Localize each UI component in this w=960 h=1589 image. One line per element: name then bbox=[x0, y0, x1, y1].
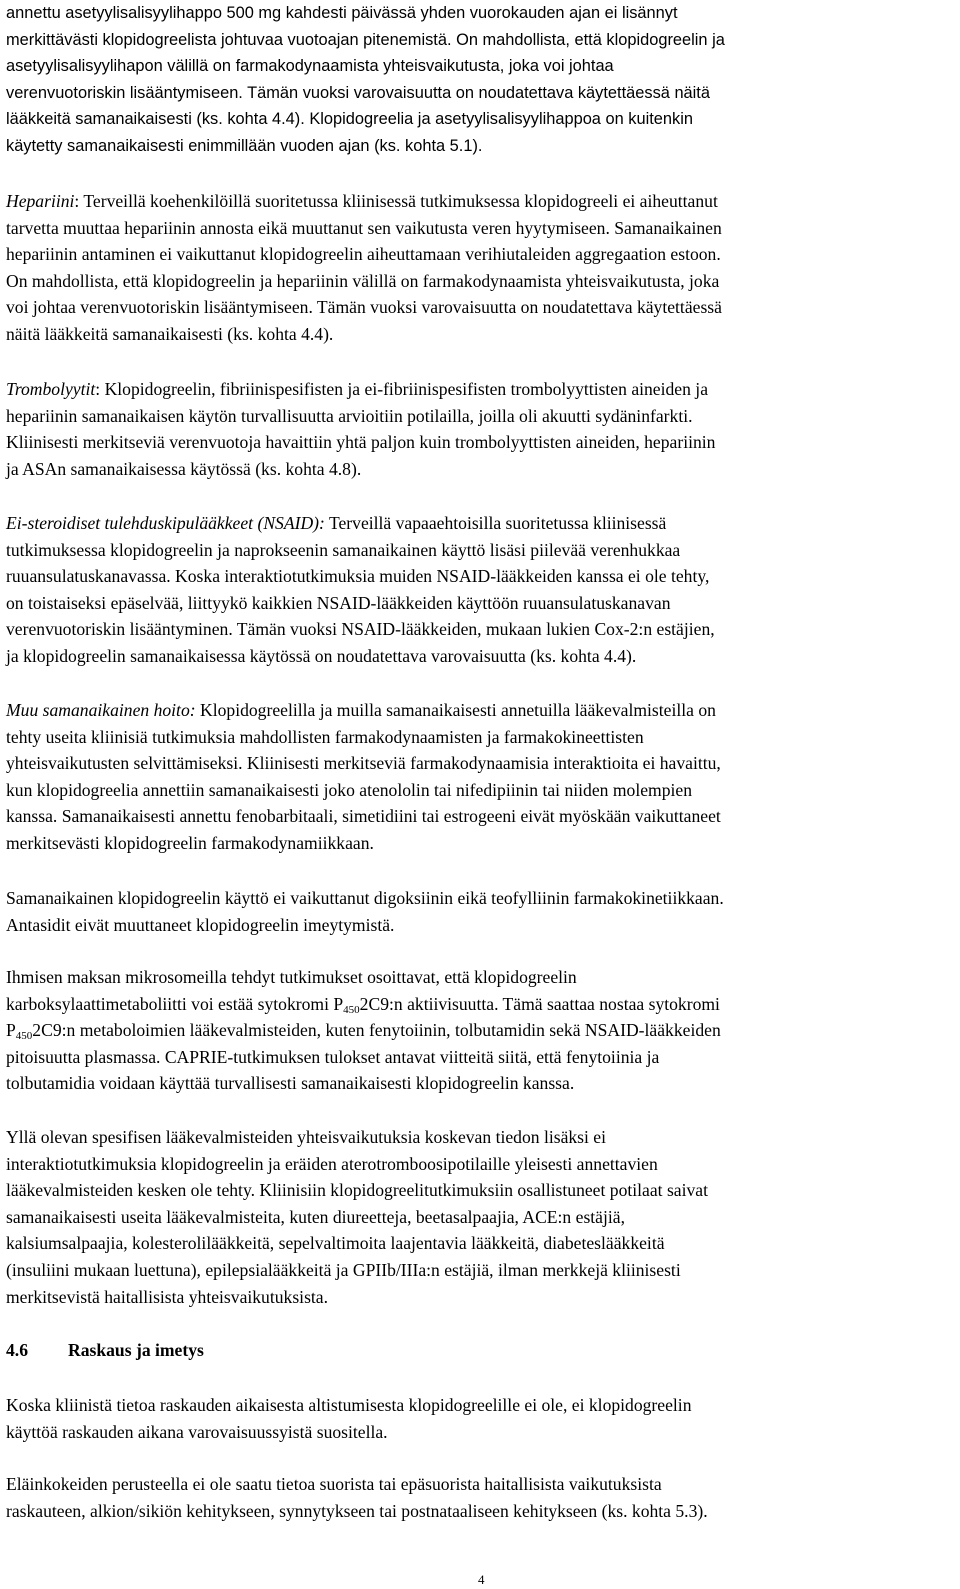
text-line: merkittävästi klopidogreelista johtuvaa vuotoajan pitenemistä. On mahdollista, että klopidogreelin ja bbox=[6, 30, 725, 49]
text-line: tehty useita kliinisiä tutkimuksia mahdollisten farmakodynaamisten ja farmakokineettisten bbox=[6, 726, 644, 747]
heparin-term: Hepariini bbox=[6, 191, 75, 211]
text-line bbox=[6, 697, 954, 724]
text-fragment: karboksylaattimetaboliitti voi estää sytokromi P bbox=[6, 993, 344, 1014]
text-line: ja klopidogreelin samanaikaisessa käytössä on noudatettava varovaisuutta (ks. kohta 4.4). bbox=[6, 645, 637, 666]
text-line: käyttöä raskauden aikana varovaisuussyistä suositella. bbox=[6, 1421, 388, 1442]
section-title: Raskaus ja imetys bbox=[68, 1340, 204, 1360]
text-line: tolbutamidia voidaan käyttää turvallisesti samanaikaisesti klopidogreelin kanssa. bbox=[6, 1073, 575, 1094]
text-line: interaktiotutkimuksia klopidogreelin ja eräiden aterotromboosipotilaille yleisesti annettavien bbox=[6, 1153, 658, 1174]
digoxin-paragraph bbox=[6, 885, 954, 938]
text-fragment: P bbox=[6, 1020, 16, 1041]
text-line bbox=[6, 376, 954, 403]
text-line bbox=[6, 510, 954, 537]
subscript-450: 450 bbox=[343, 1003, 360, 1016]
other-treatment-first-line: Klopidogreelilla ja muilla samanaikaisesti annetuilla lääkevalmisteilla on bbox=[195, 700, 716, 720]
section-number: 4.6 bbox=[6, 1340, 28, 1360]
text-line: tarvetta muuttaa hepariinin annosta eikä muuttanut sen vaikutusta veren hyytymiseen. Samanaikainen bbox=[6, 217, 722, 238]
text-line: lääkkeitä samanaikaisesti (ks. kohta 4.4). Klopidogreelia ja asetyylisalisyylihappoa on kuitenkin bbox=[6, 110, 693, 129]
pregnancy-paragraph bbox=[6, 1392, 954, 1445]
text-line: kun klopidogreelia annettiin samanaikaisesti joko atenololin tai nifedipiinin tai niiden molempien bbox=[6, 779, 693, 800]
text-line: on toistaiseksi epäselvää, liittyykö kaikkien NSAID-lääkkeiden käyttöön ruuansulatuskanavan bbox=[6, 592, 671, 613]
text-line: lääkevalmisteiden kesken ole tehty. Kliinisiin klopidogreelitutkimuksiin osallistuneet potilaat saivat bbox=[6, 1180, 708, 1201]
text-line: verenvuotoriskin lisääntymiseen. Tämän vuoksi varovaisuutta on noudatettava käytettäessä näitä bbox=[6, 83, 710, 102]
text-line: asetyylisalisyylihapon välillä on farmakodynaamista yhteisvaikutusta, joka voi johtaa bbox=[6, 57, 614, 76]
text-line: hepariinin antaminen ei vaikuttanut klopidogreelin aiheuttamaan verihiutaleiden aggregaation estoon. bbox=[6, 244, 721, 265]
thrombolytics-first-line: : Klopidogreelin, fibriinispesifisten ja ei-fibriinispesifisten trombolyyttisten aineiden ja bbox=[95, 379, 709, 399]
page-number: 4 bbox=[478, 1572, 485, 1587]
thrombolytics-paragraph bbox=[6, 376, 954, 482]
section-heading bbox=[6, 1337, 204, 1363]
text-line: näitä lääkkeitä samanaikaisesti (ks. kohta 4.4). bbox=[6, 323, 334, 344]
text-line: merkitsevästi klopidogreelin farmakodynamiikkaan. bbox=[6, 832, 374, 853]
text-line: merkitsevistä haitallisista yhteisvaikutuksista. bbox=[6, 1286, 329, 1307]
text-line: tutkimuksessa klopidogreelin ja naprokseenin samanaikainen käyttö lisäsi piilevää verenhukkaa bbox=[6, 539, 681, 560]
text-line: Antasidit eivät muuttaneet klopidogreelin imeytymistä. bbox=[6, 914, 395, 935]
text-line: samanaikaisesti useita lääkevalmisteita, kuten diureetteja, beetasalpaajia, ACE:n estäjiä, bbox=[6, 1206, 625, 1227]
text-line: Yllä olevan spesifisen lääkevalmisteiden yhteisvaikutuksia koskevan tiedon lisäksi ei bbox=[6, 1127, 607, 1147]
asa-paragraph bbox=[6, 0, 954, 160]
text-line: raskauteen, alkion/sikiön kehitykseen, synnytykseen tai postnataaliseen kehitykseen (ks. kohta 5.3). bbox=[6, 1500, 708, 1521]
heparin-first-line: : Terveillä koehenkilöillä suoritetussa kliinisessä tutkimuksessa klopidogreeli ei aiheuttanut bbox=[74, 191, 718, 211]
text-line: Kliinisesti merkitseviä verenvuotoja havaittiin yhtä paljon kuin trombolyyttisten aineiden, hepariinin bbox=[6, 432, 716, 453]
text-line: On mahdollista, että klopidogreelin ja hepariinin välillä on farmakodynaamista yhteisvaikutusta, joka bbox=[6, 270, 720, 291]
text-line: ruuansulatuskanavassa. Koska interaktiotutkimuksia muiden NSAID-lääkkeiden kanssa ei ole tehty, bbox=[6, 566, 710, 587]
text-line: käytetty samanaikaisesti enimmillään vuoden ajan (ks. kohta 5.1). bbox=[6, 136, 483, 155]
nsaid-first-line: Terveillä vapaaehtoisilla suoritetussa kliinisessä bbox=[324, 513, 667, 533]
text-line: verenvuotoriskin lisääntyminen. Tämän vuoksi NSAID-lääkkeiden, mukaan lukien Cox-2:n estäjien, bbox=[6, 619, 715, 640]
text-fragment: 2C9:n aktiivisuutta. Tämä saattaa nostaa sytokromi bbox=[359, 993, 720, 1014]
text-line: annettu asetyylisalisyylihappo 500 mg kahdesti päivässä yhden vuorokauden ajan ei lisännyt bbox=[6, 4, 678, 22]
text-line: ja ASAn samanaikaisessa käytössä (ks. kohta 4.8). bbox=[6, 458, 362, 479]
text-line: yhteisvaikutusten selvittämiseksi. Kliinisesti merkitseviä farmakodynaamisia interaktioita ei havaittu, bbox=[6, 753, 721, 774]
animal-studies-paragraph bbox=[6, 1471, 954, 1524]
text-line: kalsiumsalpaajia, kolesterolilääkkeitä, sepelvaltimoita laajentavia lääkkeitä, diabeteslääkkeitä bbox=[6, 1233, 665, 1254]
other-treatment-paragraph bbox=[6, 697, 954, 857]
nsaid-paragraph bbox=[6, 510, 954, 670]
text-line bbox=[6, 991, 954, 1018]
heparin-paragraph bbox=[6, 188, 954, 348]
text-line: Ihmisen maksan mikrosomeilla tehdyt tutkimukset osoittavat, että klopidogreelin bbox=[6, 967, 577, 987]
nsaid-term: Ei-steroidiset tulehduskipulääkkeet (NSAID): bbox=[6, 513, 325, 533]
text-line: Samanaikainen klopidogreelin käyttö ei vaikuttanut digoksiinin eikä teofylliinin farmakokinetiikkaan. bbox=[6, 888, 724, 908]
thrombolytics-term: Trombolyytit bbox=[6, 379, 96, 399]
subscript-450: 450 bbox=[15, 1030, 33, 1043]
text-line: (insuliini mukaan luettuna), epilepsialääkkeitä ja GPIIb/IIIa:n estäjiä, ilman merkkejä kliinisesti bbox=[6, 1259, 681, 1280]
text-fragment: 2C9:n metaboloimien lääkevalmisteiden, kuten fenytoiinin, tolbutamidin sekä NSAID-lääkkeiden bbox=[32, 1020, 721, 1041]
cyp2c9-paragraph bbox=[6, 964, 954, 1097]
other-treatment-term: Muu samanaikainen hoito: bbox=[6, 700, 196, 720]
text-line: pitoisuutta plasmassa. CAPRIE-tutkimuksen tulokset antavat viitteitä siitä, että fenytoiinia ja bbox=[6, 1046, 660, 1067]
text-line bbox=[6, 188, 954, 215]
text-line bbox=[6, 1017, 954, 1044]
text-line: Koska kliinistä tietoa raskauden aikaisesta altistumisesta klopidogreelille ei ole, ei klopidogreelin bbox=[6, 1395, 692, 1415]
summary-paragraph bbox=[6, 1124, 954, 1310]
text-line: kanssa. Samanaikaisesti annettu fenobarbitaali, simetidiini tai estrogeeni eivät myöskään vaikuttaneet bbox=[6, 806, 721, 827]
text-line: voi johtaa verenvuotoriskin lisääntymiseen. Tämän vuoksi varovaisuutta on noudatettava käytettäessä bbox=[6, 297, 722, 318]
text-line: hepariinin samanaikaisen käytön turvallisuutta arvioitiin potilailla, joilla oli akuutti sydäninfarkti. bbox=[6, 405, 693, 426]
text-line: Eläinkokeiden perusteella ei ole saatu tietoa suorista tai epäsuorista haitallisista vaikutuksista bbox=[6, 1474, 662, 1494]
